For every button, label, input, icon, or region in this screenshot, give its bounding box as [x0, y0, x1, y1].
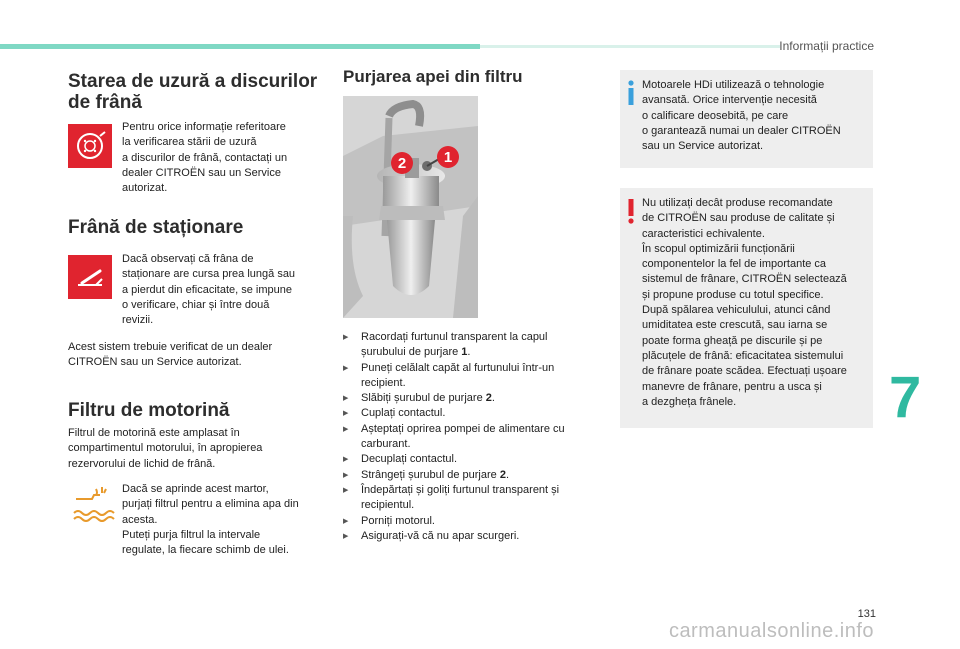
text-line: de CITROËN sau produse de calitate și [642, 212, 835, 225]
diesel-filter-photo [343, 96, 478, 318]
text-line: a discurilor de frână, contactați un [122, 151, 288, 164]
heading-diesel-filter: Filtru de motorină [68, 400, 230, 421]
text-line: Pentru orice informație referitoare [122, 121, 286, 133]
text-line: ▶ Asigurați-vă că nu apar scurgeri. [361, 529, 520, 542]
info-icon [624, 80, 638, 106]
list-item [343, 330, 593, 361]
text-line: dealer CITROËN sau un Service [122, 166, 281, 179]
parking-brake-text [122, 252, 322, 328]
text-line: Nu utilizați decât produse recomandate [642, 197, 833, 209]
list-item [343, 468, 593, 483]
list-item [343, 483, 593, 514]
text-line: Filtrul de motorină este amplasat în [68, 427, 240, 439]
list-item [343, 391, 593, 406]
text-line: componentelor la fel de importante ca [642, 258, 827, 271]
text-line: ▶ Racordați furtunul transparent la capul [361, 331, 548, 343]
text-line: Puteți purja filtrul la intervale [122, 528, 261, 541]
heading-brake-disc-wear [68, 71, 338, 113]
text-line: avansată. Orice intervenție necesită [642, 94, 817, 107]
text-line: După spălarea vehiculului, atunci când [642, 304, 831, 317]
info-i-icon [624, 80, 638, 106]
chapter-number: 7 [889, 365, 922, 430]
text-line: ▶ Porniți motorul. [361, 514, 435, 527]
text-line: revizii. [122, 314, 154, 327]
text-line: compartimentul motorului, în apropierea [68, 442, 263, 455]
list-item [343, 452, 593, 467]
screw-number: 2 [485, 392, 492, 405]
info-box [620, 70, 873, 168]
brake-disc-text [122, 120, 322, 196]
text-line: Motoarele HDi utilizează o tehnologie [642, 79, 825, 91]
diesel-filter-text [68, 426, 318, 472]
exclamation-icon [624, 198, 638, 224]
text-line: de frânare poate scădea. Efectuați ușoare [642, 365, 847, 378]
text-line: ▶ Îndepărtați și goliți furtunul transparent și [361, 483, 560, 496]
text-line: acesta. [122, 513, 158, 526]
text-line: poate forma gheață pe discurile și pe [642, 334, 823, 347]
list-item [343, 529, 593, 544]
text-line: purjați filtrul pentru a elimina apa din [122, 498, 299, 511]
text-line: a dezgheța frânele. [642, 395, 737, 408]
text-line: Dacă se aprinde acest martor, [122, 483, 269, 495]
text-line: rezervorului de lichid de frână. [68, 457, 216, 470]
parking-brake-warning-icon [68, 255, 112, 299]
text-line: În scopul optimizării funcționării [642, 242, 795, 255]
text-line: plăcuțele de frână: eficacitatea sistemului [642, 349, 844, 362]
text-line: recipient. [361, 376, 406, 389]
page-number: 131 [857, 608, 876, 620]
warning-icon [624, 198, 638, 224]
text-line: o garantează numai un dealer CITROËN [642, 124, 841, 137]
list-item [343, 514, 593, 529]
water-in-diesel-icon [72, 483, 116, 527]
text-line: staționare are cursa prea lungă sau [122, 268, 296, 281]
screw-number: 2 [499, 468, 506, 481]
text-line: regulate, la fiecare schimb de ulei. [122, 544, 289, 557]
parking-brake-note [68, 340, 318, 371]
drain-steps-list [343, 330, 593, 544]
text-line: ▶ Slăbiți șurubul de purjare 2. [361, 392, 495, 405]
text-line: ▶ Cuplați contactul. [361, 407, 446, 420]
water-warning-text [122, 482, 332, 558]
heading-water-drain: Purjarea apei din filtru [343, 67, 523, 86]
text-line: recipientul. [361, 499, 415, 512]
watermark-text: carmanualsonline.info [668, 620, 874, 642]
list-item [343, 361, 593, 392]
callout-2: 2 [391, 152, 413, 174]
text-line: ▶ Puneți celălalt capăt al furtunului într-un [361, 361, 555, 374]
text-line: Acest sistem trebuie verificat de un dealer [68, 341, 273, 353]
text-line: caracteristici echivalente. [642, 227, 765, 240]
list-item [343, 406, 593, 421]
diesel-filter-illustration [343, 96, 478, 318]
callout-1: 1 [437, 146, 459, 168]
heading-parking-brake: Frână de staționare [68, 217, 244, 238]
water-in-fuel-warning-icon [72, 483, 116, 527]
heading-line: Starea de uzură a discurilor [68, 71, 318, 92]
text-line: carburant. [361, 438, 411, 451]
text-line: o verificare, chiar și între două [122, 298, 270, 311]
section-title: Informații practice [779, 39, 874, 53]
text-line: CITROËN sau un Service autorizat. [68, 356, 242, 369]
list-item [343, 422, 593, 453]
brake-disc-icon [72, 128, 108, 164]
text-line: a pierdut din eficacitate, se impune [122, 283, 292, 296]
warning-box [620, 188, 873, 428]
text-line: o calificare deosebită, pe care [642, 109, 789, 122]
text-line: la verificarea stării de uzură [122, 136, 257, 149]
text-line: ▶ Decuplați contactul. [361, 453, 457, 466]
text-line: manevre de frânare, pentru a usca și [642, 380, 822, 393]
text-line: și propune produse cu totul specifice. [642, 288, 824, 301]
screw-number: 1 [461, 346, 468, 359]
text-line: umiditatea este crescută, sau iarna se [642, 319, 828, 332]
text-line: ▶ Așteptați oprirea pompei de alimentare cu [361, 422, 565, 435]
heading-line: de frână [68, 92, 142, 113]
text-line: sistemul de frânare, CITROËN selectează [642, 273, 847, 286]
parking-brake-lever-icon [72, 259, 108, 295]
text-line: șurubului de purjare 1. [361, 346, 471, 359]
text-line: autorizat. [122, 182, 168, 195]
brake-disc-warning-icon [68, 124, 112, 168]
text-line: Dacă observați că frâna de [122, 253, 254, 265]
header-accent-bar [0, 44, 480, 49]
text-line: ▶ Strângeți șurubul de purjare 2. [361, 468, 509, 481]
text-line: sau un Service autorizat. [642, 140, 764, 153]
header-accent-bar-light [480, 45, 780, 48]
